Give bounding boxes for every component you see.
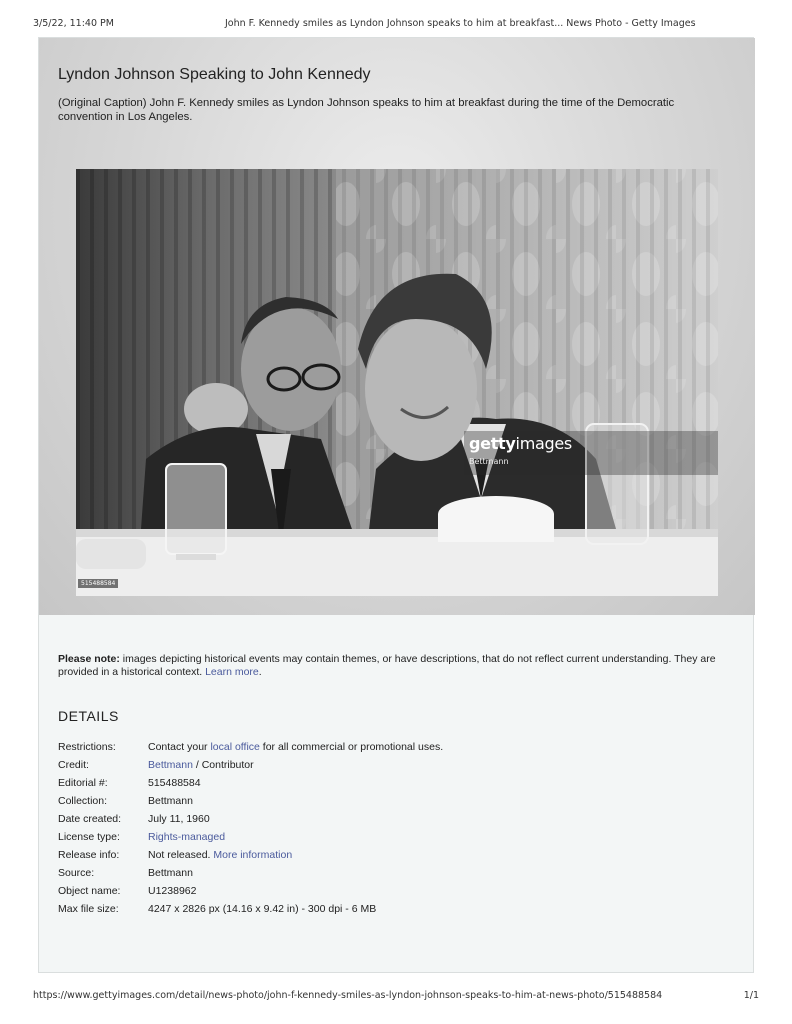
detail-row-editorial: Editorial #: 515488584 [58,777,201,789]
photo-title: Lyndon Johnson Speaking to John Kennedy [58,66,371,83]
rights-managed-link[interactable]: Rights-managed [148,831,226,843]
print-footer [33,990,759,1004]
note-prefix: Please note: [58,653,120,665]
print-date: 3/5/22, 11:40 PM [33,18,114,29]
getty-images-logo: gettyimages [469,434,572,453]
details-heading: DETAILS [58,708,119,724]
detail-row-source: Source: Bettmann [58,867,193,879]
detail-row-license-type: License type: Rights-managed [58,831,226,843]
detail-row-object-name: Object name: U1238962 [58,885,197,897]
photo-illustration [76,169,718,596]
detail-row-release-info: Release info: Not released. More information [58,849,293,861]
learn-more-link[interactable]: Learn more [205,666,259,678]
credit-bettmann-link[interactable]: Bettmann [148,759,193,771]
photo-caption: (Original Caption) John F. Kennedy smiles as Lyndon Johnson speaks to him at breakfast during the time of the Democratic convention in Los Angeles. [58,97,675,123]
photo-hero [39,38,755,615]
news-photo[interactable] [76,169,718,596]
print-header [33,18,759,32]
getty-watermark [464,431,718,475]
local-office-link[interactable]: local office [210,741,260,753]
historical-note: Please note: images depicting historical events may contain themes, or have descriptions, that do not reflect current understanding. They are provided in a historical context. Learn more. [58,653,716,678]
print-page-title: John F. Kennedy smiles as Lyndon Johnson speaks to him at breakfast... News Photo - Getty Images [225,18,696,29]
page-card [38,37,754,973]
print-url: https://www.gettyimages.com/detail/news-photo/john-f-kennedy-smiles-as-lyndon-johnson-speaks-to-him-at-news-photo/515488584 [33,990,663,1001]
photo-id-tag: 515488584 [78,579,118,588]
note-text: images depicting historical events may contain themes, or have descriptions, that do not reflect current understanding. They are provided in a historical context. [58,653,716,678]
detail-row-restrictions: Restrictions: Contact your local office for all commercial or promotional uses. [58,741,444,753]
detail-row-max-file-size: Max file size: 4247 x 2826 px (14.16 x 9.42 in) - 300 dpi - 6 MB [58,903,377,915]
details-list [58,738,738,918]
detail-row-credit: Credit: Bettmann / Contributor [58,759,254,771]
more-information-link[interactable]: More information [213,849,293,861]
detail-row-collection: Collection: Bettmann [58,795,193,807]
print-page-number: 1/1 [743,990,759,1001]
detail-row-date-created: Date created: July 11, 1960 [58,813,210,825]
watermark-credit: Bettmann [469,457,509,466]
